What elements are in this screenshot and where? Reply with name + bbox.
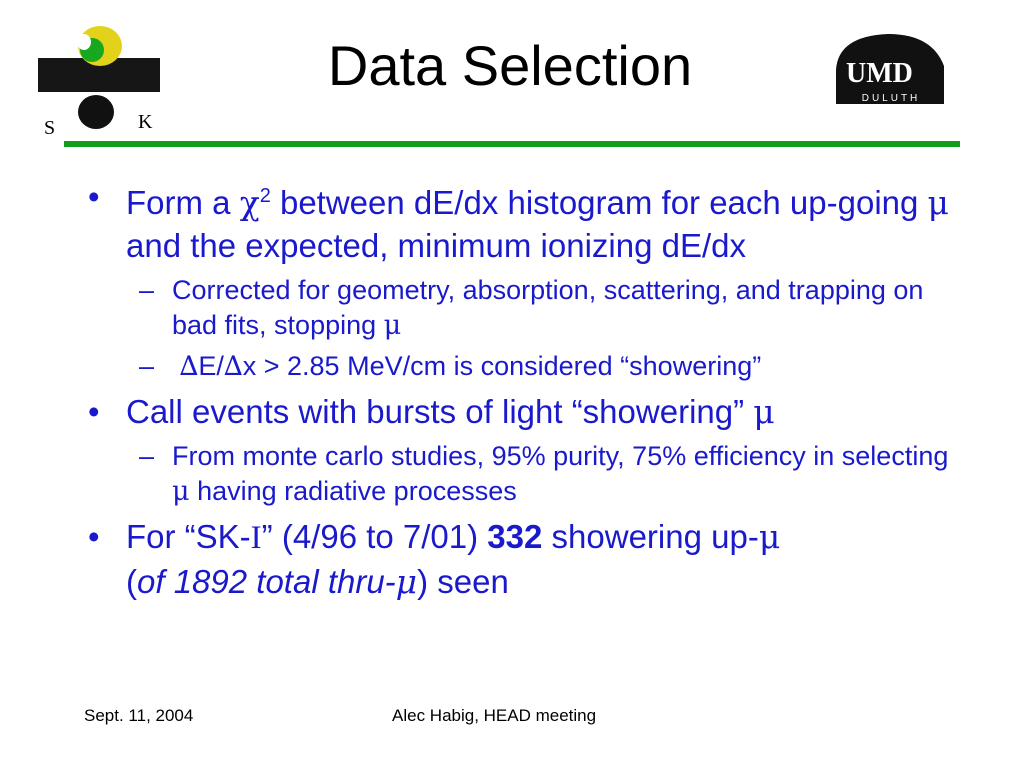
mu-symbol: μ xyxy=(172,476,190,507)
logo-letter-s: S xyxy=(44,117,56,139)
mu-symbol: μ xyxy=(927,183,949,222)
showering-count: 332 xyxy=(487,518,543,555)
slide-body xyxy=(84,175,964,609)
mu-symbol: μ xyxy=(753,392,775,431)
subbullet-showering-threshold: – ∆E/∆x > 2.85 MeV/cm is considered “showering” xyxy=(139,351,762,382)
bullet-marker: • xyxy=(88,178,100,215)
chi-symbol: χ xyxy=(239,183,260,222)
footer-date: Sept. 11, 2004 xyxy=(84,706,194,725)
bullet-marker: • xyxy=(88,518,100,555)
mu-symbol: μ xyxy=(758,517,781,556)
logo-umd-mark: UMD xyxy=(846,58,913,89)
dash-marker: – xyxy=(139,351,155,381)
bullet-sk1-results: • For “SK-I” (4/96 to 7/01) 332 showering up-μ (of 1892 total thru-μ) seen xyxy=(88,517,781,601)
mu-symbol: μ xyxy=(395,562,418,601)
super-kamiokande-logo xyxy=(30,20,170,140)
subbullet-monte-carlo: – From monte carlo studies, 95% purity, 75% efficiency in selecting μ having radiative processes xyxy=(139,441,949,507)
title-divider xyxy=(64,141,960,147)
subbullet-corrections: – Corrected for geometry, absorption, scattering, and trapping on bad fits, stopping μ xyxy=(139,275,924,341)
bullet-chi-square: • Form a $\chi^2$ between dE/dx histogram for each up-going μ and the expected, minimum ionizing dE/dx xyxy=(84,175,964,267)
bullet-marker: • xyxy=(88,393,100,430)
logo-duluth-text: DULUTH xyxy=(861,93,921,104)
delta-symbol: ∆ xyxy=(223,351,243,382)
umd-duluth-logo xyxy=(832,30,950,108)
roman-numeral: I xyxy=(250,520,262,556)
slide-title: Data Selection xyxy=(327,34,693,97)
bullet-bursts: • Call events with bursts of light “showering” μ xyxy=(88,392,775,431)
mu-symbol: μ xyxy=(383,310,402,341)
logo-letter-k: K xyxy=(138,111,153,133)
delta-symbol: ∆ xyxy=(179,351,199,382)
dash-marker: – xyxy=(139,275,155,305)
footer-author-meeting: Alec Habig, HEAD meeting xyxy=(392,706,597,725)
dash-marker: – xyxy=(139,441,155,471)
